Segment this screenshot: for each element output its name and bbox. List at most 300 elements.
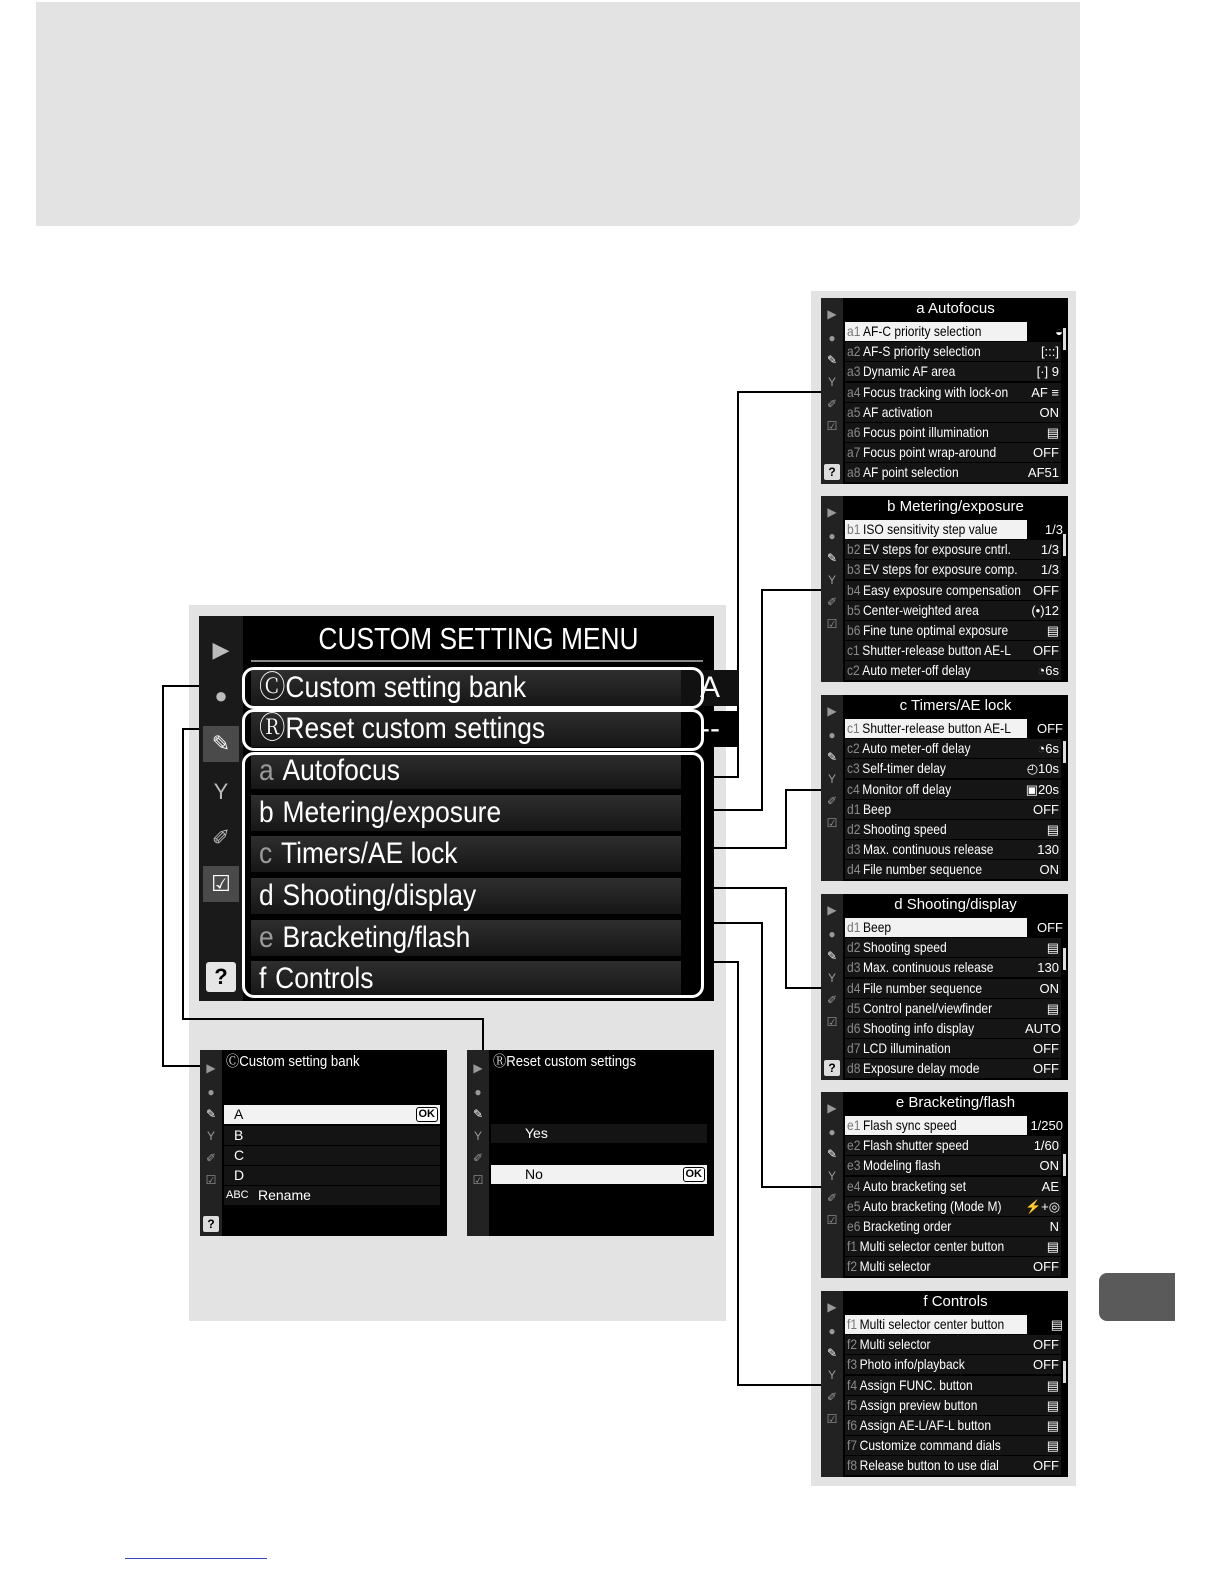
menu-sidebar bbox=[199, 616, 243, 1001]
setting-label: Flash sync speed bbox=[862, 1117, 957, 1133]
setting-row[interactable] bbox=[845, 1156, 1061, 1175]
setting-value: AE bbox=[1041, 1178, 1059, 1194]
setting-row[interactable] bbox=[845, 999, 1061, 1018]
setting-value: [:::] bbox=[1040, 344, 1059, 360]
shooting-icon: ● bbox=[828, 1125, 836, 1139]
setting-code: d3 bbox=[847, 959, 861, 976]
setting-code: f7 bbox=[847, 1437, 858, 1454]
groups-outline bbox=[242, 752, 704, 998]
setting-value: ▣20s bbox=[1025, 781, 1059, 797]
setting-value: ▤ bbox=[1046, 1239, 1059, 1255]
help-icon: ? bbox=[824, 1060, 840, 1076]
setting-value: ON bbox=[1039, 1158, 1059, 1174]
setting-code: c3 bbox=[847, 760, 860, 777]
setting-label: Shooting speed bbox=[862, 821, 947, 837]
setting-row[interactable] bbox=[845, 860, 1061, 879]
setting-row[interactable] bbox=[845, 540, 1061, 559]
playback-icon: ▶ bbox=[827, 704, 837, 718]
setting-label: Multi selector bbox=[859, 1258, 931, 1275]
ok-icon: OK bbox=[416, 1107, 439, 1122]
pencil-icon: ✎ bbox=[826, 551, 838, 565]
setting-code: b2 bbox=[847, 541, 861, 558]
group-letter: b bbox=[259, 796, 274, 829]
setting-label: File number sequence bbox=[862, 861, 983, 878]
setting-code: a2 bbox=[847, 343, 861, 360]
setting-label: Multi selector bbox=[859, 1336, 931, 1353]
setting-code: c4 bbox=[847, 780, 860, 797]
setting-code: d2 bbox=[847, 821, 861, 837]
setting-label: Self-timer delay bbox=[862, 760, 946, 777]
setting-label: AF point selection bbox=[862, 464, 959, 481]
bank-option-b[interactable]: B bbox=[224, 1126, 440, 1145]
setting-row[interactable] bbox=[845, 1257, 1061, 1276]
bank-icon: Ⓒ bbox=[259, 671, 286, 704]
pencil-icon: ✎ bbox=[205, 1107, 217, 1121]
setting-row[interactable] bbox=[845, 1039, 1061, 1058]
setting-label: Dynamic AF area bbox=[862, 363, 956, 380]
setting-value: 1/3 bbox=[1027, 520, 1063, 539]
setting-value: AUTO bbox=[1025, 1021, 1061, 1036]
setting-row[interactable] bbox=[845, 840, 1061, 859]
setting-label: Auto bracketing (Mode M) bbox=[862, 1197, 1002, 1214]
setting-row[interactable] bbox=[845, 979, 1061, 998]
setting-row[interactable] bbox=[845, 1177, 1061, 1196]
setting-label: Auto bracketing set bbox=[862, 1177, 967, 1194]
setting-code: e6 bbox=[847, 1218, 861, 1234]
scrollbar[interactable] bbox=[1063, 328, 1066, 350]
setting-value: ON bbox=[1039, 404, 1059, 420]
setting-row[interactable] bbox=[845, 958, 1061, 977]
setting-row[interactable] bbox=[845, 1237, 1061, 1256]
wrench-icon: Y bbox=[827, 573, 836, 587]
wrench-icon: Y bbox=[206, 1129, 215, 1143]
setting-code: f6 bbox=[847, 1417, 858, 1433]
setting-value: ◒ bbox=[1027, 322, 1063, 341]
setting-code: b3 bbox=[847, 561, 861, 578]
setting-row[interactable] bbox=[845, 820, 1061, 839]
setting-code: b1 bbox=[847, 521, 861, 537]
setting-code: a1 bbox=[847, 323, 861, 339]
retouch-icon: ✐ bbox=[826, 993, 838, 1007]
playback-icon[interactable]: ▶ bbox=[212, 637, 230, 662]
my-menu-icon: ☑ bbox=[826, 419, 838, 433]
setting-value: ▤ bbox=[1046, 822, 1059, 837]
group-letter: d bbox=[259, 879, 274, 912]
reset-option-yes[interactable]: Yes bbox=[491, 1124, 707, 1143]
wrench-icon: Y bbox=[827, 971, 836, 985]
pencil-icon: ✎ bbox=[826, 1346, 838, 1360]
setting-row[interactable] bbox=[845, 1416, 1061, 1435]
setting-row[interactable] bbox=[845, 362, 1061, 381]
setting-label: Auto meter-off delay bbox=[862, 662, 971, 679]
setting-label: Shooting info display bbox=[862, 1020, 975, 1036]
setting-code: f5 bbox=[847, 1396, 858, 1413]
shooting-icon: ● bbox=[828, 331, 836, 345]
shooting-icon: ● bbox=[828, 728, 836, 742]
setting-value: OFF bbox=[1033, 643, 1059, 659]
setting-row[interactable] bbox=[845, 661, 1061, 680]
retouch-icon: ✐ bbox=[826, 397, 838, 411]
screen-sidebar bbox=[821, 695, 843, 881]
setting-label: File number sequence bbox=[862, 979, 983, 996]
setting-row[interactable] bbox=[845, 1396, 1061, 1415]
setting-value: OFF bbox=[1033, 1259, 1059, 1275]
shooting-icon[interactable]: ● bbox=[214, 683, 228, 708]
setting-row[interactable] bbox=[845, 938, 1061, 957]
setting-row[interactable] bbox=[845, 423, 1061, 442]
setting-code: d3 bbox=[847, 841, 861, 858]
setting-value: OFF bbox=[1033, 1357, 1059, 1373]
screen-sidebar bbox=[821, 298, 843, 484]
setting-label: ISO sensitivity step value bbox=[862, 521, 998, 537]
setting-row[interactable] bbox=[845, 322, 1061, 341]
setting-value: OFF bbox=[1033, 582, 1059, 598]
setting-row[interactable] bbox=[845, 463, 1061, 482]
submenu-screen bbox=[821, 496, 1068, 682]
setting-code: a7 bbox=[847, 444, 861, 461]
submenu-screen bbox=[821, 695, 1068, 881]
setting-row[interactable] bbox=[845, 918, 1061, 937]
setting-value: OFF bbox=[1033, 801, 1059, 817]
setting-row[interactable] bbox=[845, 560, 1061, 579]
setting-row[interactable] bbox=[845, 383, 1061, 402]
setting-code: d4 bbox=[847, 979, 861, 996]
menu-item-label: Custom setting bank bbox=[285, 671, 527, 704]
setting-value: OFF bbox=[1033, 1061, 1059, 1077]
group-letter: f bbox=[259, 962, 267, 995]
setting-code: b5 bbox=[847, 601, 861, 618]
setting-value: ▤ bbox=[1046, 1418, 1059, 1433]
setting-code: c1 bbox=[847, 642, 860, 659]
menu-item-label: Shooting/display bbox=[282, 879, 477, 912]
menu-item-label: Timers/AE lock bbox=[281, 837, 458, 870]
setting-row[interactable] bbox=[845, 443, 1061, 462]
screen-sidebar bbox=[467, 1050, 489, 1236]
setting-code: a4 bbox=[847, 383, 861, 400]
setting-value: ▤ bbox=[1046, 1377, 1059, 1393]
setting-label: Flash shutter speed bbox=[862, 1137, 969, 1154]
setting-row[interactable] bbox=[845, 1335, 1061, 1354]
submenu-screen bbox=[821, 298, 1068, 484]
setting-code: d4 bbox=[847, 861, 861, 878]
setting-code: a6 bbox=[847, 424, 861, 440]
retouch-icon: ✐ bbox=[826, 1390, 838, 1404]
setting-label: Max. continuous release bbox=[862, 959, 994, 976]
submenu-screen bbox=[821, 894, 1068, 1080]
setting-label: Multi selector center button bbox=[859, 1238, 1005, 1255]
setting-value: ▤ bbox=[1046, 1397, 1059, 1413]
setting-value: OFF bbox=[1033, 1458, 1059, 1474]
setting-value: ▤ bbox=[1046, 425, 1059, 440]
setting-code: c2 bbox=[847, 740, 860, 757]
setting-value: ▤ bbox=[1046, 1438, 1059, 1454]
setting-code: e1 bbox=[847, 1117, 861, 1133]
reset-icon: Ⓡ bbox=[259, 712, 286, 745]
setting-label: Assign FUNC. button bbox=[859, 1376, 973, 1393]
setting-code: b6 bbox=[847, 622, 861, 638]
setting-code: d2 bbox=[847, 939, 861, 956]
setting-label: AF-C priority selection bbox=[862, 323, 982, 339]
setting-code: d7 bbox=[847, 1040, 861, 1057]
setting-row[interactable] bbox=[845, 719, 1061, 738]
setting-value: [·] 9 bbox=[1036, 364, 1059, 380]
setting-row[interactable] bbox=[845, 739, 1061, 758]
setting-value: ▤ bbox=[1046, 623, 1059, 638]
my-menu-icon[interactable]: ☑ bbox=[203, 866, 239, 902]
setting-value: 1/250 bbox=[1027, 1116, 1063, 1135]
setting-code: f4 bbox=[847, 1376, 858, 1393]
setting-code: d5 bbox=[847, 999, 861, 1016]
screen-title: ⒸCustom setting bank bbox=[226, 1053, 360, 1070]
setting-row[interactable] bbox=[845, 800, 1061, 819]
setting-label: Multi selector center button bbox=[859, 1316, 1005, 1332]
setting-row[interactable] bbox=[845, 759, 1061, 778]
setting-value: AF ≡ bbox=[1031, 384, 1059, 400]
setting-row[interactable] bbox=[845, 1136, 1061, 1155]
retouch-icon: ✐ bbox=[205, 1151, 217, 1165]
scrollbar[interactable] bbox=[1063, 948, 1066, 970]
setting-label: Beep bbox=[862, 800, 892, 817]
menu-title: CUSTOM SETTING MENU bbox=[318, 621, 639, 656]
setting-row[interactable] bbox=[845, 1436, 1061, 1455]
menu-item-label: Autofocus bbox=[282, 754, 400, 787]
setting-code: e5 bbox=[847, 1197, 861, 1214]
setting-row[interactable] bbox=[845, 780, 1061, 799]
group-letter: e bbox=[259, 921, 274, 954]
setting-value: ⚡+◎ bbox=[1025, 1198, 1061, 1214]
setting-label: Shutter-release button AE-L bbox=[862, 720, 1011, 736]
help-icon: ? bbox=[824, 464, 840, 480]
screen-sidebar bbox=[821, 894, 843, 1080]
setting-row[interactable] bbox=[845, 403, 1061, 422]
setting-value: N bbox=[1049, 1219, 1059, 1234]
ok-icon: OK bbox=[683, 1167, 706, 1182]
setting-value: ON bbox=[1039, 862, 1059, 878]
setting-row[interactable] bbox=[845, 1315, 1061, 1334]
setting-row[interactable] bbox=[845, 342, 1061, 361]
my-menu-icon: ☑ bbox=[826, 816, 838, 830]
setting-label: LCD illumination bbox=[862, 1040, 951, 1057]
setting-label: Focus tracking with lock-on bbox=[862, 383, 1009, 400]
setting-label: Max. continuous release bbox=[862, 841, 994, 858]
setting-code: e2 bbox=[847, 1137, 861, 1154]
pencil-icon[interactable]: ✎ bbox=[203, 726, 239, 762]
playback-icon: ▶ bbox=[827, 505, 837, 519]
setting-label: Focus point illumination bbox=[862, 424, 989, 440]
menu-item-label: Metering/exposure bbox=[282, 796, 502, 829]
bank-screen bbox=[200, 1050, 447, 1236]
setting-value: ▤ bbox=[1046, 940, 1059, 956]
playback-icon: ▶ bbox=[827, 903, 837, 917]
reset-value: -- bbox=[681, 711, 739, 747]
setting-code: d6 bbox=[847, 1020, 861, 1036]
setting-value: ◴10s bbox=[1026, 761, 1059, 777]
group-letter: a bbox=[259, 754, 274, 787]
setting-code: f1 bbox=[847, 1316, 858, 1332]
setting-row[interactable] bbox=[845, 1217, 1061, 1236]
setting-value: OFF bbox=[1027, 719, 1063, 738]
setting-value: 1/60 bbox=[1033, 1138, 1059, 1154]
my-menu-icon: ☑ bbox=[826, 617, 838, 631]
submenu-screen bbox=[821, 1092, 1068, 1278]
setting-code: f3 bbox=[847, 1356, 858, 1373]
setting-value: OFF bbox=[1027, 918, 1063, 937]
setting-label: AF-S priority selection bbox=[862, 343, 981, 360]
setting-value: ◔6s bbox=[1037, 741, 1059, 757]
shooting-icon: ● bbox=[474, 1085, 482, 1099]
setting-row[interactable] bbox=[845, 1355, 1061, 1374]
setting-row[interactable] bbox=[845, 581, 1061, 600]
setting-label: Center-weighted area bbox=[862, 601, 979, 618]
setting-row[interactable] bbox=[845, 1059, 1061, 1078]
setting-value: AF51 bbox=[1027, 465, 1059, 481]
bank-option-c[interactable]: C bbox=[224, 1146, 440, 1165]
wrench-icon[interactable]: Y bbox=[213, 779, 229, 804]
setting-value: 130 bbox=[1037, 842, 1059, 858]
setting-label: Release button to use dial bbox=[859, 1457, 999, 1474]
my-menu-icon: ☑ bbox=[472, 1173, 484, 1187]
menu-item-label: Bracketing/flash bbox=[282, 921, 471, 954]
reset-screen bbox=[467, 1050, 714, 1236]
setting-row[interactable] bbox=[845, 601, 1061, 620]
scrollbar[interactable] bbox=[1063, 1154, 1066, 1176]
playback-icon: ▶ bbox=[206, 1061, 216, 1075]
help-icon[interactable]: ? bbox=[206, 962, 236, 992]
setting-label: Photo info/playback bbox=[859, 1356, 965, 1373]
retouch-icon: ✐ bbox=[826, 1191, 838, 1205]
wrench-icon: Y bbox=[473, 1129, 482, 1143]
wrench-icon: Y bbox=[827, 772, 836, 786]
setting-label: Assign AE-L/AF-L button bbox=[859, 1417, 992, 1433]
pencil-icon: ✎ bbox=[826, 750, 838, 764]
setting-code: e3 bbox=[847, 1157, 861, 1174]
bank-value: A bbox=[681, 670, 739, 706]
setting-label: EV steps for exposure comp. bbox=[862, 561, 1018, 578]
setting-label: Exposure delay mode bbox=[862, 1060, 980, 1077]
menu-item-label: Reset custom settings bbox=[285, 712, 546, 745]
group-letter: c bbox=[259, 837, 273, 870]
setting-label: Monitor off delay bbox=[862, 780, 952, 797]
setting-code: d1 bbox=[847, 800, 861, 817]
setting-row[interactable] bbox=[845, 621, 1061, 640]
screen-title: b Metering/exposure bbox=[887, 498, 1024, 515]
bank-option-rename[interactable]: ABC Rename bbox=[224, 1186, 440, 1205]
bank-option-a[interactable]: A OK bbox=[224, 1105, 440, 1124]
setting-value: ON bbox=[1039, 980, 1059, 996]
my-menu-icon: ☑ bbox=[826, 1213, 838, 1227]
setting-code: d1 bbox=[847, 919, 861, 935]
setting-row[interactable] bbox=[845, 1019, 1061, 1038]
playback-icon: ▶ bbox=[473, 1061, 483, 1075]
menu-item-label: Controls bbox=[275, 962, 374, 995]
setting-label: Fine tune optimal exposure bbox=[862, 622, 1009, 638]
help-icon: ? bbox=[203, 1216, 219, 1232]
shooting-icon: ● bbox=[828, 529, 836, 543]
wrench-icon: Y bbox=[827, 1169, 836, 1183]
wrench-icon: Y bbox=[827, 375, 836, 389]
shooting-icon: ● bbox=[207, 1085, 215, 1099]
screen-sidebar bbox=[821, 496, 843, 682]
setting-label: Shooting speed bbox=[862, 939, 947, 956]
title-divider bbox=[251, 660, 703, 662]
setting-code: a3 bbox=[847, 363, 861, 380]
setting-label: Focus point wrap-around bbox=[862, 444, 997, 461]
setting-code: d8 bbox=[847, 1060, 861, 1077]
scrollbar[interactable] bbox=[1063, 534, 1066, 556]
setting-label: Auto meter-off delay bbox=[862, 740, 971, 757]
pencil-icon: ✎ bbox=[826, 353, 838, 367]
wrench-icon: Y bbox=[827, 1368, 836, 1382]
setting-label: Easy exposure compensation bbox=[862, 581, 1021, 598]
rename-icon: ABC bbox=[226, 1189, 249, 1201]
screen-title: a Autofocus bbox=[916, 300, 995, 317]
retouch-icon[interactable]: ✐ bbox=[211, 825, 231, 850]
setting-code: f2 bbox=[847, 1258, 858, 1275]
setting-label: Control panel/viewfinder bbox=[862, 999, 993, 1016]
setting-label: Shutter-release button AE-L bbox=[862, 642, 1011, 659]
setting-label: AF activation bbox=[862, 403, 933, 420]
setting-code: c2 bbox=[847, 662, 860, 679]
retouch-icon: ✐ bbox=[826, 794, 838, 808]
setting-label: Modeling flash bbox=[862, 1157, 941, 1174]
pencil-icon: ✎ bbox=[826, 949, 838, 963]
setting-row[interactable] bbox=[845, 1456, 1061, 1475]
reset-option-no[interactable]: No OK bbox=[491, 1165, 707, 1184]
screen-title: d Shooting/display bbox=[894, 896, 1017, 913]
setting-value: ▤ bbox=[1027, 1315, 1063, 1334]
setting-value: OFF bbox=[1033, 1041, 1059, 1057]
setting-row[interactable] bbox=[845, 641, 1061, 660]
playback-icon: ▶ bbox=[827, 307, 837, 321]
setting-value: OFF bbox=[1033, 445, 1059, 461]
setting-value: 1/3 bbox=[1040, 562, 1059, 578]
my-menu-icon: ☑ bbox=[205, 1173, 217, 1187]
shooting-icon: ● bbox=[828, 927, 836, 941]
setting-code: a8 bbox=[847, 464, 861, 481]
setting-row[interactable] bbox=[845, 520, 1061, 539]
setting-label: Beep bbox=[862, 919, 892, 935]
setting-label: Customize command dials bbox=[859, 1437, 1001, 1454]
my-menu-icon: ☑ bbox=[826, 1015, 838, 1029]
scrollbar[interactable] bbox=[1063, 1361, 1066, 1383]
setting-label: Assign preview button bbox=[859, 1396, 978, 1413]
setting-code: c1 bbox=[847, 720, 860, 736]
screen-title: f Controls bbox=[923, 1293, 988, 1310]
retouch-icon: ✐ bbox=[472, 1151, 484, 1165]
reset-outline bbox=[242, 709, 704, 751]
setting-value: (•)12 bbox=[1031, 602, 1059, 618]
screen-title: e Bracketing/flash bbox=[895, 1094, 1016, 1111]
screen-title: ⓇReset custom settings bbox=[493, 1053, 637, 1070]
setting-row[interactable] bbox=[845, 1376, 1061, 1395]
setting-value: 130 bbox=[1037, 960, 1059, 976]
setting-row[interactable] bbox=[845, 1197, 1061, 1216]
playback-icon: ▶ bbox=[827, 1101, 837, 1115]
screen-sidebar bbox=[821, 1291, 843, 1477]
retouch-icon: ✐ bbox=[826, 595, 838, 609]
setting-row[interactable] bbox=[845, 1116, 1061, 1135]
shooting-icon: ● bbox=[828, 1324, 836, 1338]
bank-option-d[interactable]: D bbox=[224, 1166, 440, 1185]
setting-code: a5 bbox=[847, 403, 861, 420]
screen-title: c Timers/AE lock bbox=[899, 697, 1012, 714]
my-menu-icon: ☑ bbox=[826, 1412, 838, 1426]
setting-value: OFF bbox=[1033, 1337, 1059, 1353]
screen-sidebar bbox=[821, 1092, 843, 1278]
submenu-screen bbox=[821, 1291, 1068, 1477]
pencil-icon: ✎ bbox=[826, 1147, 838, 1161]
scrollbar[interactable] bbox=[1063, 741, 1066, 763]
